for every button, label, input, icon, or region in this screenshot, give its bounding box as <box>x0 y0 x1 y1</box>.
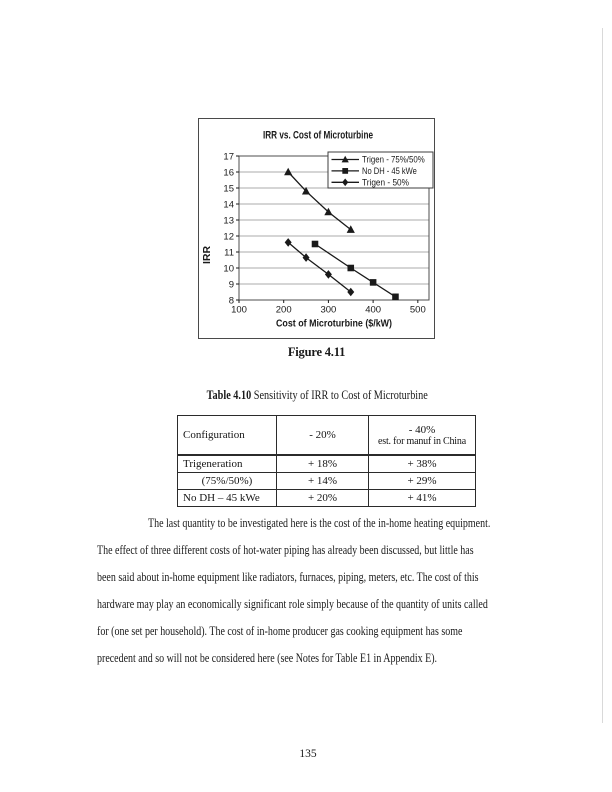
svg-text:No DH - 45 kWe: No DH - 45 kWe <box>362 165 417 176</box>
column-header: Configuration <box>178 416 277 456</box>
svg-text:300: 300 <box>320 304 337 316</box>
figure-4-11-box <box>198 118 435 339</box>
table-cell: No DH – 45 kWe <box>178 490 277 507</box>
svg-text:100: 100 <box>231 304 247 316</box>
table-cell: + 38% <box>369 455 476 473</box>
svg-text:Trigen - 75%/50%: Trigen - 75%/50% <box>362 154 425 165</box>
table-cell: + 18% <box>277 455 369 473</box>
svg-text:15: 15 <box>223 183 234 195</box>
scan-edge-artifact <box>602 28 603 723</box>
x-axis-label: Cost of Microturbine ($/kW) <box>276 317 392 330</box>
svg-text:13: 13 <box>223 215 234 227</box>
table-cell: Trigeneration <box>178 455 277 473</box>
paragraph-line: for (one set per household). The cost of in-home producer gas cooking equipment has some <box>97 624 463 638</box>
table-cell: (75%/50%) <box>178 473 277 490</box>
svg-text:400: 400 <box>365 304 382 316</box>
svg-text:Trigen - 50%: Trigen - 50% <box>362 177 410 188</box>
table-caption-number: Table 4.10 <box>206 388 251 402</box>
irr-vs-cost-chart <box>199 119 436 340</box>
column-header: - 20% <box>277 416 369 456</box>
svg-text:200: 200 <box>275 304 292 316</box>
svg-text:12: 12 <box>223 231 234 243</box>
svg-text:500: 500 <box>409 304 426 316</box>
table-caption-title: Sensitivity of IRR to Cost of Microturbine <box>250 388 428 402</box>
table-cell: + 20% <box>277 490 369 507</box>
column-header: - 40% est. for manuf in China <box>369 416 476 456</box>
svg-text:14: 14 <box>223 199 234 211</box>
svg-text:16: 16 <box>223 167 234 179</box>
table-cell: + 14% <box>277 473 369 490</box>
figure-caption <box>198 345 435 360</box>
table-cell: + 41% <box>369 490 476 507</box>
svg-text:9: 9 <box>228 279 234 291</box>
table-cell: + 29% <box>369 473 476 490</box>
paragraph-line: The effect of three different costs of hot-water piping has already been discussed, but little has <box>97 543 474 557</box>
paragraph-line: precedent and so will not be considered here (see Notes for Table E1 in Appendix E). <box>97 651 438 665</box>
page-number: 135 <box>299 748 317 760</box>
svg-text:8: 8 <box>228 295 234 307</box>
y-axis-label: IRR <box>201 245 213 265</box>
series-square <box>312 241 399 300</box>
legend <box>328 152 433 188</box>
paragraph-line: been said about in-home equipment like radiators, furnaces, piping, meters, etc. The cost of this <box>97 570 479 584</box>
svg-text:10: 10 <box>223 263 234 275</box>
sensitivity-table-body <box>178 455 476 507</box>
svg-text:17: 17 <box>223 151 234 163</box>
sensitivity-table <box>177 415 476 507</box>
table-row <box>178 490 476 507</box>
body-paragraph <box>97 516 577 678</box>
figure-caption-text: Figure 4.11 <box>287 345 346 359</box>
paragraph-line: hardware may play an economically significant role simply because of the quantity of units called <box>97 597 488 611</box>
paragraph-line: The last quantity to be investigated here is the cost of the in-home heating equipment. <box>148 516 491 530</box>
chart-title: IRR vs. Cost of Microturbine <box>263 129 373 142</box>
table-caption <box>97 388 537 403</box>
sensitivity-table-header <box>178 416 476 456</box>
table-row <box>178 455 476 473</box>
table-row <box>178 473 476 490</box>
svg-text:11: 11 <box>224 247 234 259</box>
